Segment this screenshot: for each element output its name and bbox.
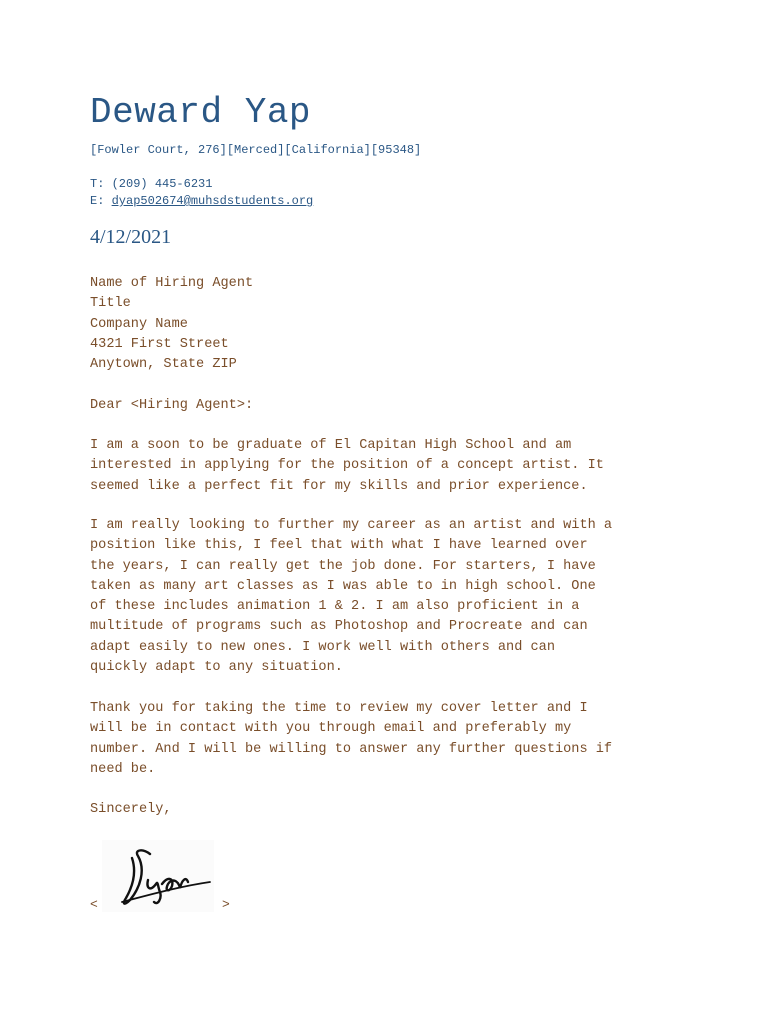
- body-paragraph: I am really looking to further my career as an artist and with a position like this, I feel that with what I have learned over the years, I can really get the job done. For starters, I have taken as many art classes as I was able to in high school. One of these includes animation 1 & 2. I am also proficient in a multitude of programs such as Photoshop and Procreate and can adapt easily to new ones. I work well with others and can quickly adapt to any situation.: [90, 518, 613, 676]
- handwritten-signature: [102, 840, 214, 912]
- email-prefix: E:: [90, 194, 105, 208]
- sender-email-link[interactable]: dyap502674@muhsdstudents.org: [111, 194, 314, 208]
- letter-date: 4/12/2021: [90, 226, 172, 248]
- body-paragraph: I am a soon to be graduate of El Capitan High School and am interested in applying for the position of a concept artist. It seemed like a perfect fit for my skills and prior experience.: [90, 438, 604, 494]
- recipient-street: 4321 First Street: [90, 336, 229, 352]
- sender-address: [Fowler Court, 276][Merced][California][95348]: [90, 143, 422, 157]
- sender-name: Deward Yap: [90, 92, 312, 133]
- phone-prefix: T:: [90, 177, 105, 191]
- sender-phone-line: [90, 177, 212, 191]
- closing: Sincerely,: [90, 802, 172, 817]
- salutation: Dear <Hiring Agent>:: [90, 398, 254, 413]
- recipient-city: Anytown, State ZIP: [90, 357, 237, 373]
- recipient-company: Company Name: [90, 316, 188, 332]
- body-paragraph: Thank you for taking the time to review my cover letter and I will be in contact with you through email and preferably my number. And I will be willing to answer any further questions if need be.: [90, 701, 613, 777]
- sender-phone: (209) 445-6231: [111, 177, 213, 191]
- signature-area: [90, 840, 250, 920]
- signature-left-bracket: <: [90, 897, 98, 912]
- recipient-block: [90, 274, 690, 375]
- sender-email-line: [90, 194, 313, 208]
- recipient-name: Name of Hiring Agent: [90, 276, 254, 291]
- signature-right-bracket: >: [222, 897, 230, 912]
- recipient-title: Title: [90, 296, 131, 312]
